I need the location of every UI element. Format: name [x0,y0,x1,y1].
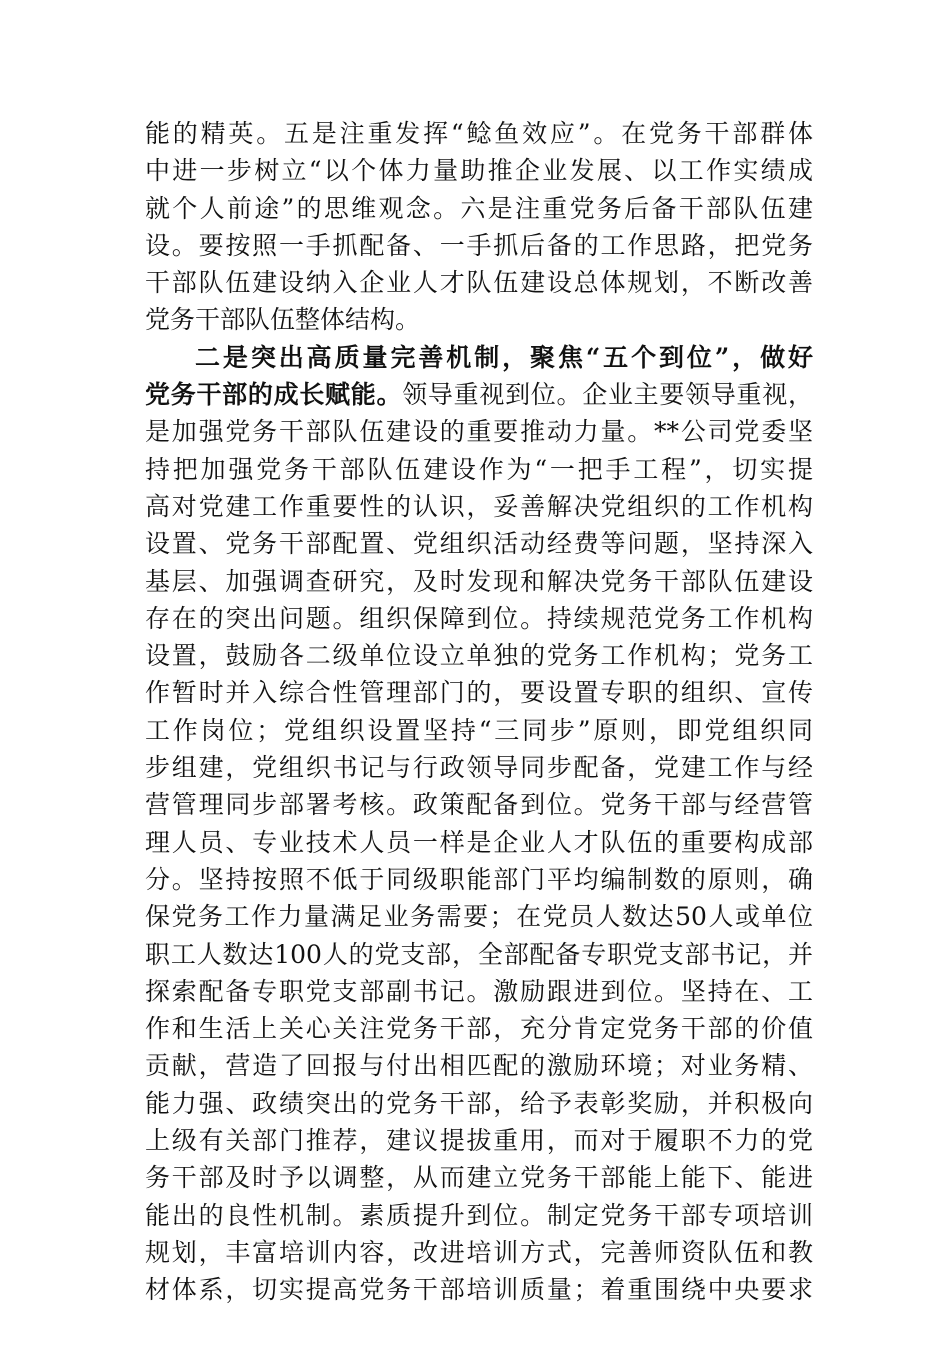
text-line: 务干部及时予以调整，从而建立党务干部能上能下、能进 [145,1163,813,1193]
paragraph-2 [145,339,813,1346]
text-line [145,1309,813,1346]
text-line: 步组建，党组织书记与行政领导同步配备，党建工作与经 [145,753,813,783]
document-body [145,115,813,1346]
text-line: 保党务工作力量满足业务需要；在党员人数达50人或单位 [145,902,813,932]
text-line: 是加强党务干部队伍建设的重要推动力量。**公司党委坚 [145,417,813,447]
text-line: 理人员、专业技术人员一样是企业人才队伍的重要构成部 [145,827,813,857]
text-line: 能力强、政绩突出的党务干部，给予表彰奖励，并积极向 [145,1088,813,1118]
text-line: 高对党建工作重要性的认识，妥善解决党组织的工作机构 [145,491,813,521]
text-line: 探索配备专职党支部副书记。激励跟进到位。坚持在、工 [145,976,813,1006]
paragraph-1 [145,115,813,339]
text-line: 规划，丰富培训内容，改进培训方式，完善师资队伍和教 [145,1237,813,1267]
text-line: 分。坚持按照不低于同级职能部门平均编制数的原则，确 [145,864,813,894]
text-line: 中进一步树立“以个体力量助推企业发展、以工作实绩成 [145,156,813,186]
text-line: 设。要按照一手抓配备、一手抓后备的工作思路，把党务 [145,230,813,260]
text-line: 设置、党务干部配置、党组织活动经费等问题，坚持深入 [145,529,813,559]
text-line: 工作岗位；党组织设置坚持“三同步”原则，即党组织同 [145,715,813,745]
text-run: 领导重视到位。企业主要领导重视， [402,380,813,410]
text-line: 职工人数达100人的党支部，全部配备专职党支部书记，并 [145,939,813,969]
text-line: 存在的突出问题。组织保障到位。持续规范党务工作机构 [145,603,813,633]
text-line: 设置，鼓励各二级单位设立单独的党务工作机构；党务工 [145,641,813,671]
text-line: 能的精英。五是注重发挥“鲶鱼效应”。在党务干部群体 [145,119,813,148]
text-line: 营管理同步部署考核。政策配备到位。党务干部与经营管 [145,790,813,820]
text-line: 党务干部队伍整体结构。 [145,305,421,335]
text-line: 上级有关部门推荐，建议提拔重用，而对于履职不力的党 [145,1126,813,1156]
text-line: 材体系，切实提高党务干部培训质量；着重围绕中央要求 [145,1275,813,1305]
text-line: 就个人前途”的思维观念。六是注重党务后备干部队伍建 [145,193,813,223]
text-line: 贡献，营造了回报与付出相匹配的激励环境；对业务精、 [145,1051,813,1081]
text-line: 持把加强党务干部队伍建设作为“一把手工程”，切实提 [145,454,813,484]
text-line: 能出的良性机制。素质提升到位。制定党务干部专项培训 [145,1200,813,1230]
text-line: 作和生活上关心关注党务干部，充分肯定党务干部的价值 [145,1014,813,1044]
text-line: 基层、加强调查研究，及时发现和解决党务干部队伍建设 [145,566,813,596]
text-line: 作暂时并入综合性管理部门的，要设置专职的组织、宣传 [145,678,813,708]
paragraph-heading: 二是突出高质量完善机制，聚焦“五个到位”，做好 [195,342,813,372]
text-line [145,376,813,413]
paragraph-heading-continued: 党务干部的成长赋能。 [145,380,403,410]
text-line: 干部队伍建设纳入企业人才队伍建设总体规划，不断改善 [145,268,813,298]
